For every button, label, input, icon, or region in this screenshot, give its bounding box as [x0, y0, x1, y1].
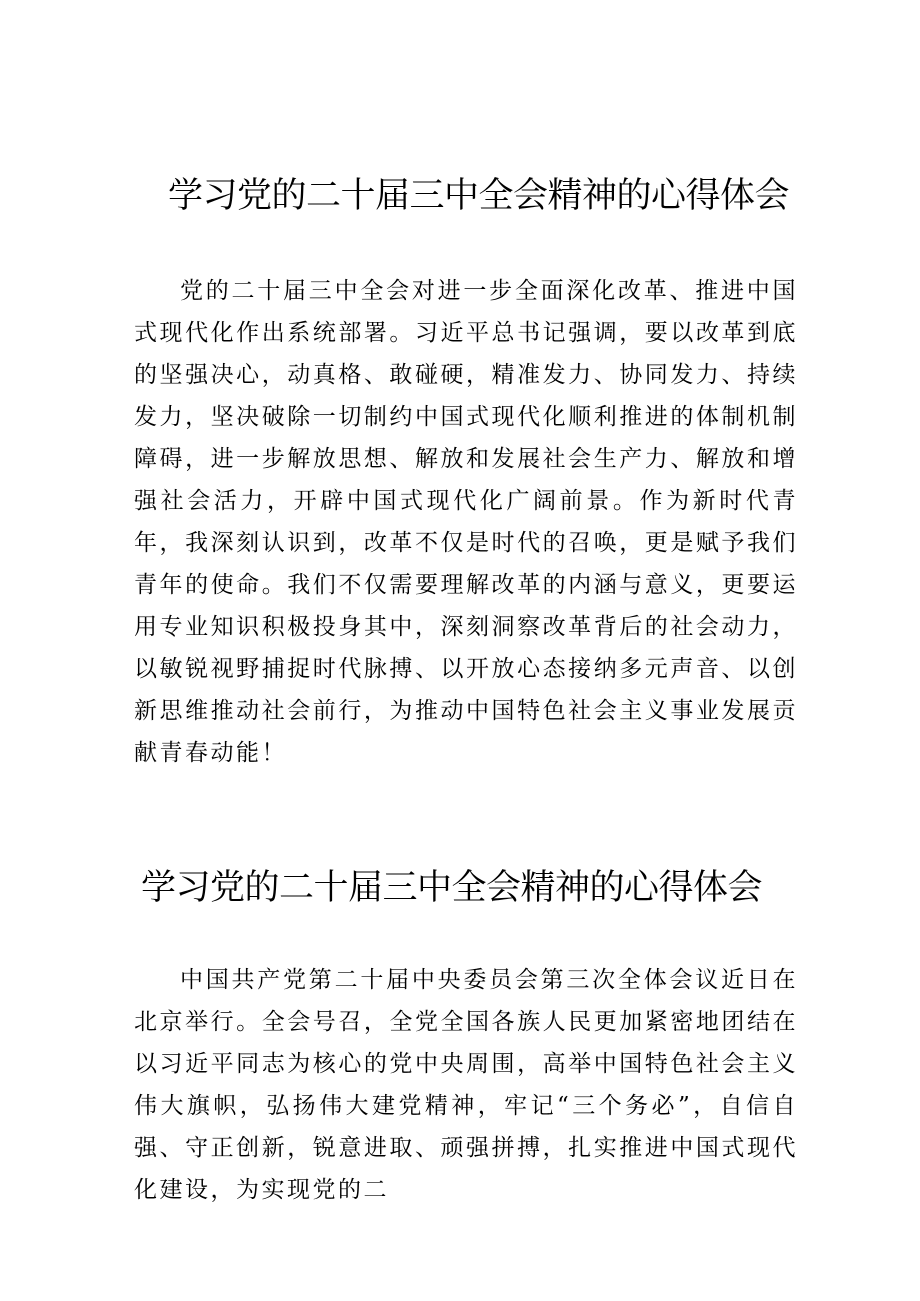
section-2-title: 学习党的二十届三中全会精神的心得体会 — [141, 868, 763, 908]
section-2-paragraph: 中国共产党第二十届中央委员会第三次全体会议近日在北京举行。全会号召，全党全国各族人民更加紧密地团结在以习近平同志为核心的党中央周围，高举中国特色社会主义伟大旗帜，弘扬伟大建党精神，牢记“三个务必”，自信自强、守正创新，锐意进取、顽强拼搏，扎实推进中国式现代化建设，为实现党的二 — [134, 967, 798, 1203]
section-1-title: 学习党的二十届三中全会精神的心得体会 — [168, 176, 790, 216]
section-1-paragraph: 党的二十届三中全会对进一步全面深化改革、推进中国式现代化作出系统部署。习近平总书记强调，要以改革到底的坚强决心，动真格、敢碰硬，精准发力、协同发力、持续发力，坚决破除一切制约中国式现代化顺利推进的体制机制障碍，进一步解放思想、解放和发展社会生产力、解放和增强社会活力，开辟中国式现代化广阔前景。作为新时代青年，我深刻认识到，改革不仅是时代的召唤，更是赋予我们青年的使命。我们不仅需要理解改革的内涵与意义，更要运用专业知识积极投身其中，深刻洞察改革背后的社会动力，以敏锐视野捕捉时代脉搏、以开放心态接纳多元声音、以创新思维推动社会前行，为推动中国特色社会主义事业发展贡献青春动能！ — [134, 278, 798, 766]
